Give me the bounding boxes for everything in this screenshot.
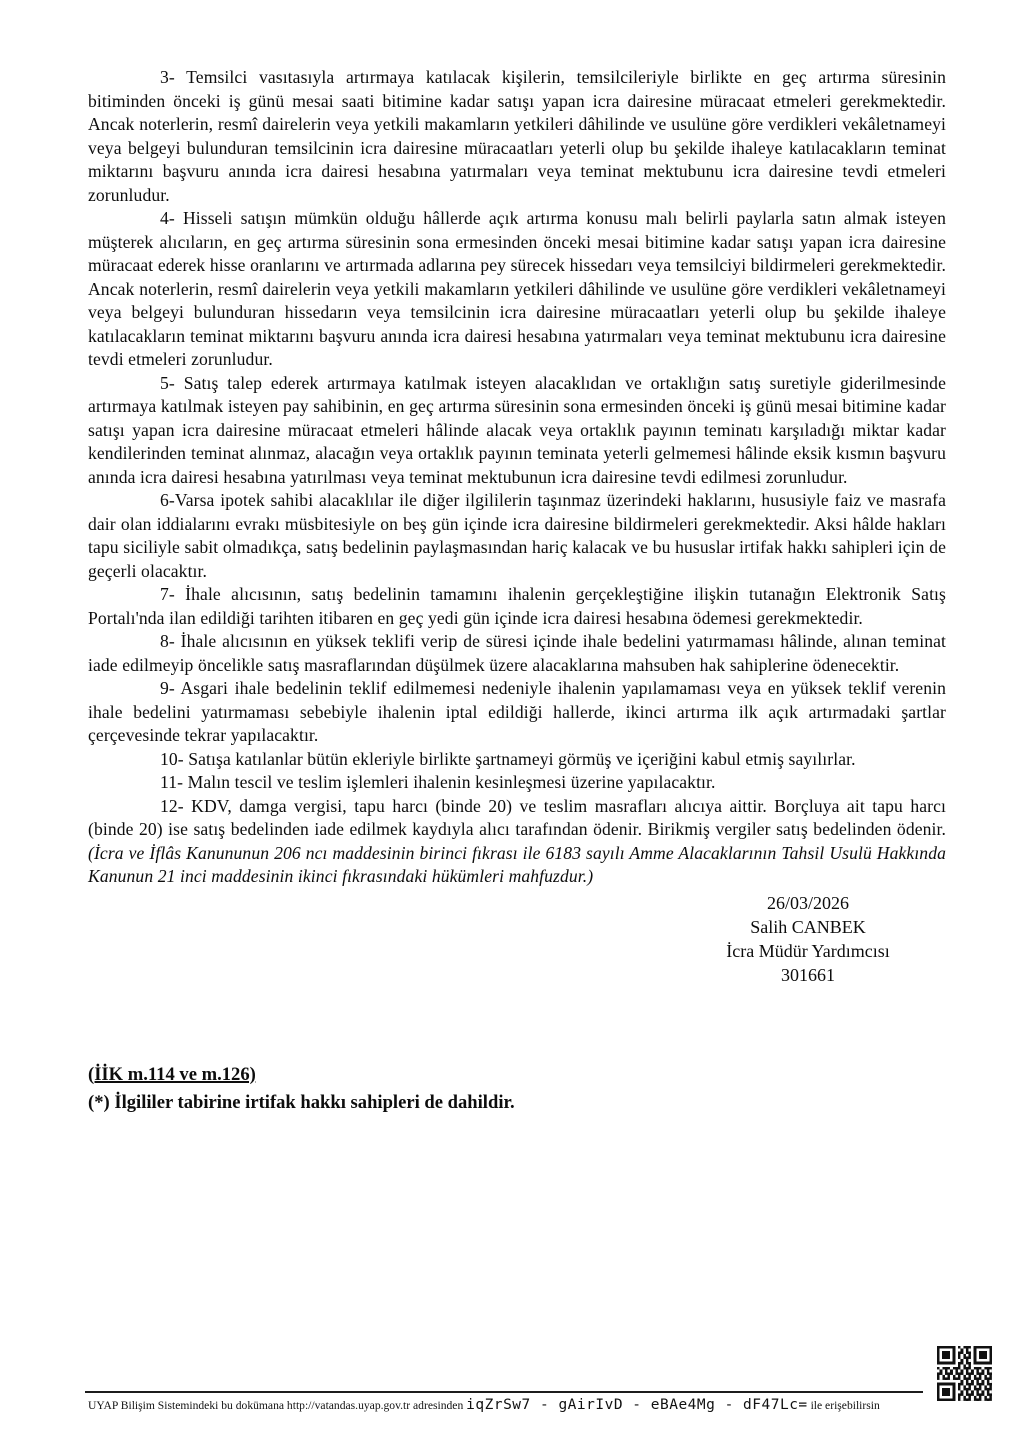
document-body bbox=[88, 66, 946, 1117]
law-reference-text: (İİK m.114 ve m.126) bbox=[88, 1063, 256, 1085]
paragraph-12-italic-note: (İcra ve İflâs Kanununun 206 ncı maddesinin birinci fıkrası ile 6183 sayılı Amme Alacaklarının Tahsil Usulü Hakkında Kanunun 21 inci maddesinin ikinci fıkrasındaki hükümleri mahfuzdur.) bbox=[88, 842, 946, 886]
asterisk-note: (*) İlgililer tabirine irtifak hakkı sahipleri de dahildir. bbox=[88, 1091, 515, 1113]
signature-title: İcra Müdür Yardımcısı bbox=[726, 940, 890, 961]
paragraph-5: 5- Satış talep ederek artırmaya katılmak isteyen alacaklıdan ve ortaklığın satış suretiyle giderilmesinde artırmaya katılmak isteyen pay sahibinin, en geç artırma süresinin sona ermesinden önceki iş günü mesai bitimine kadar satışı yapan icra dairesine müracaat etmeleri hâlinde alacak veya ortaklık payının teminatı karşıladığı miktar kadar kendilerinden teminat alınmaz, alacağın veya ortaklık payının teminata yeterli gelmemesi hâlinde eksik kısmın başvuru anında icra dairesi hesabına yatırılması veya teminat mektubunun icra dairesine tevdi edilmesi zorunludur. bbox=[88, 372, 946, 487]
uyap-footer bbox=[88, 1397, 948, 1414]
paragraph-7: 7- İhale alıcısının, satış bedelinin tamamını ihalenin gerçekleştiğine ilişkin tutanağın Elektronik Satış Portalı'nda ilan edildiği tarihten itibaren en geç yedi gün içinde icra dairesi hesabına ödemesi gerekmektedir. bbox=[88, 584, 946, 628]
paragraph-12-text: 12- KDV, damga vergisi, tapu harcı (binde 20) ve teslim masrafları alıcıya aittir. Borçluya ait tapu harcı (binde 20) ise satış bedelinden iade edilmek kaydıyla alıcı tarafından ödenir. Birikmiş vergiler satış bedelinden ödenir. bbox=[88, 795, 946, 839]
footer-suffix: ile erişebilirsin bbox=[807, 1399, 880, 1412]
paragraph-6: 6-Varsa ipotek sahibi alacaklılar ile diğer ilgililerin taşınmaz üzerindeki haklarını, hususiyle faiz ve masrafa dair olan iddialarını evrakı müsbitesiyle on beş gün içinde icra dairesine bildirmeleri gerekmektedir. Aksi hâlde hakları tapu siciliyle sabit olmadıkça, satış bedelinin paylaşmasından hariç kalacak ve bu hususlar irtifak hakkı sahipleri için de geçerli olacaktır. bbox=[88, 490, 946, 581]
paragraph-3: 3- Temsilci vasıtasıyla artırmaya katılacak kişilerin, temsilcileriyle birlikte en geç artırma süresinin bitiminden önceki iş günü mesai saati bitimine kadar satışı yapan icra dairesine müracaat etmeleri gerekmektedir. Ancak noterlerin, resmî dairelerin veya yetkili makamların yetkileri dâhilinde ve usulüne göre verdikleri vekâletnameyi veya belgeyi bulunduran temsilcinin icra dairesine müracaatları yeterli olup bu şekilde ihaleye katılacakların teminat miktarını başvuru anında icra dairesi hesabına yatırmaları veya teminat mektubunu icra dairesine tevdi etmeleri zorunludur. bbox=[88, 67, 946, 205]
signature-name: Salih CANBEK bbox=[750, 916, 866, 937]
paragraph-11: 11- Malın tescil ve teslim işlemleri ihalenin kesinleşmesi üzerine yapılacaktır. bbox=[160, 772, 716, 792]
paragraph-12 bbox=[88, 795, 946, 889]
footer-prefix: UYAP Bilişim Sistemindeki bu dokümana http://vatandas.uyap.gov.tr adresinden bbox=[88, 1399, 467, 1412]
qr-code-icon bbox=[937, 1346, 992, 1401]
signature-registry-number: 301661 bbox=[781, 964, 835, 985]
signature-block bbox=[668, 891, 948, 987]
paragraph-9: 9- Asgari ihale bedelinin teklif edilmemesi nedeniyle ihalenin yapılamaması veya en yüksek teklif verenin ihale bedelini yatırmaması sebebiyle ihalenin iptal edildiği hallerde, ikinci artırma ilk açık artırmadaki şartlar çerçevesinde tekrar yapılacaktır. bbox=[88, 678, 946, 745]
signature-date: 26/03/2026 bbox=[766, 892, 849, 913]
legal-notes bbox=[88, 1061, 946, 1117]
paragraph-4: 4- Hisseli satışın mümkün olduğu hâllerde açık artırma konusu malı belirli paylarla satın almak isteyen müşterek alıcıların, en geç artırma süresinin sona ermesinden önceki mesai bitimine kadar satışı yapan icra dairesine müracaat ederek hisse oranlarını ve artırmada adlarına pey sürecek hissedarı veya temsilciyi bildirmeleri gerekmektedir. Ancak noterlerin, resmî dairelerin veya yetkili makamların yetkileri dâhilinde ve usulüne göre verdikleri vekâletnameyi veya belgeyi bulunduran hissedarın veya temsilcinin icra dairesine müracaatları yeterli olup bu şekilde ihaleye katılacakların teminat miktarını başvuru anında icra dairesi hesabına yatırmaları veya teminat mektubunu icra dairesine tevdi etmeleri zorunludur. bbox=[88, 208, 946, 369]
paragraph-10: 10- Satışa katılanlar bütün ekleriyle birlikte şartnameyi görmüş ve içeriğini kabul etmiş sayılırlar. bbox=[160, 748, 856, 769]
law-reference bbox=[88, 1061, 946, 1089]
footer-divider bbox=[85, 1391, 923, 1393]
paragraph-8: 8- İhale alıcısının en yüksek teklifi verip de süresi içinde ihale bedelini yatırmaması hâlinde, alınan teminat iade edilmeyip öncelikle satış masraflarından düşülmek üzere alacaklarına mahsuben hak sahiplerine ödenecektir. bbox=[88, 631, 946, 675]
document-verification-code: iqZrSw7 - gAirIvD - eBAe4Mg - dF47Lc= bbox=[466, 1397, 808, 1413]
